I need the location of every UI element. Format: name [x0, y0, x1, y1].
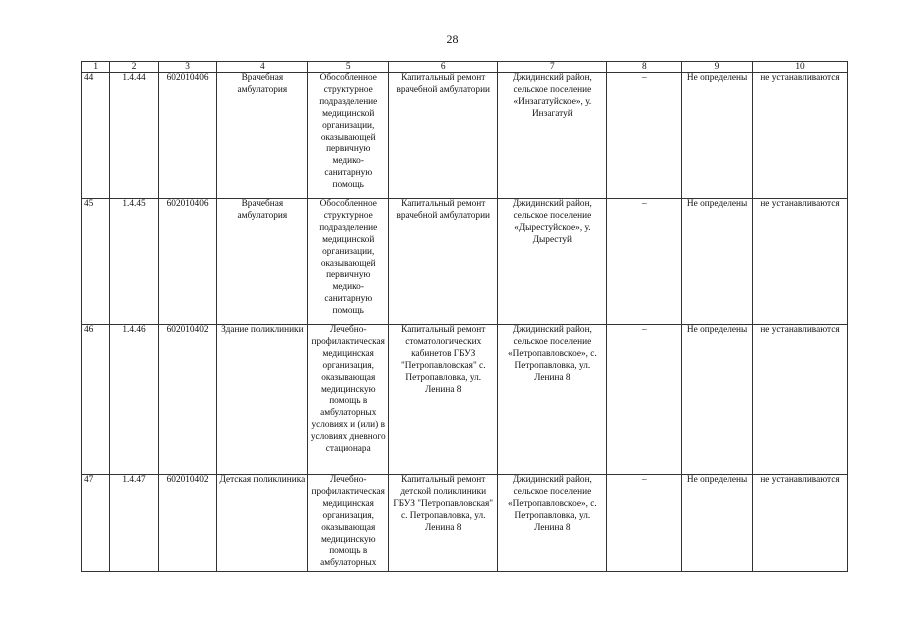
page-number: 28 — [446, 32, 459, 46]
header-cell: 8 — [607, 62, 682, 73]
row-name: Врачебная амбулатория — [217, 73, 308, 199]
row-col10: не устанавливаются — [752, 73, 847, 199]
row-purpose: Лечебно-профилактическая медицинская организация, оказывающая медицинскую помощь в амбулаторных условиях и (или) в условиях дневного стационара — [308, 325, 389, 475]
row-col8: – — [607, 325, 682, 475]
header-cell: 5 — [308, 62, 389, 73]
table-row — [82, 199, 848, 325]
row-name: Врачебная амбулатория — [217, 199, 308, 325]
row-work: Капитальный ремонт врачебной амбулатории — [389, 199, 498, 325]
row-purpose: Обособленное структурное подразделение медицинской организации, оказывающей первичную медико-санитарную помощь — [308, 73, 389, 199]
table-row — [82, 73, 848, 199]
row-col9: Не определены — [682, 199, 753, 325]
row-classifier: 602010402 — [158, 475, 217, 572]
row-col8: – — [607, 199, 682, 325]
row-number: 46 — [82, 325, 110, 475]
header-cell: 2 — [110, 62, 159, 73]
header-cell: 6 — [389, 62, 498, 73]
row-code: 1.4.44 — [110, 73, 159, 199]
row-work: Капитальный ремонт врачебной амбулатории — [389, 73, 498, 199]
row-code: 1.4.47 — [110, 475, 159, 572]
row-number: 45 — [82, 199, 110, 325]
table-row — [82, 475, 848, 572]
row-col10: не устанавливаются — [752, 325, 847, 475]
header-cell: 10 — [752, 62, 847, 73]
header-cell: 9 — [682, 62, 753, 73]
row-col8: – — [607, 73, 682, 199]
header-cell: 4 — [217, 62, 308, 73]
row-col10: не устанавливаются — [752, 199, 847, 325]
header-row — [82, 62, 848, 73]
row-classifier: 602010406 — [158, 73, 217, 199]
row-col10: не устанавливаются — [752, 475, 847, 572]
registry-table — [81, 61, 848, 572]
row-col8: – — [607, 475, 682, 572]
row-col9: Не определены — [682, 73, 753, 199]
row-name: Детская поликлиника — [217, 475, 308, 572]
row-location: Джидинский район, сельское поселение «Петропавловское», с. Петропавловка, ул. Ленина 8 — [498, 325, 607, 475]
row-number: 44 — [82, 73, 110, 199]
row-work: Капитальный ремонт детской поликлиники ГБУЗ "Петропавловская" с. Петропавловка, ул. Ленина 8 — [389, 475, 498, 572]
row-classifier: 602010402 — [158, 325, 217, 475]
row-work: Капитальный ремонт стоматологических кабинетов ГБУЗ "Петропавловская" с. Петропавловка, ул. Ленина 8 — [389, 325, 498, 475]
row-col9: Не определены — [682, 325, 753, 475]
row-name: Здание поликлиники — [217, 325, 308, 475]
row-number: 47 — [82, 475, 110, 572]
row-location: Джидинский район, сельское поселение «Инзагатуйское», у. Инзагатуй — [498, 73, 607, 199]
row-purpose: Лечебно-профилактическая медицинская организация, оказывающая медицинскую помощь в амбулаторных — [308, 475, 389, 572]
row-col9: Не определены — [682, 475, 753, 572]
row-code: 1.4.45 — [110, 199, 159, 325]
row-location: Джидинский район, сельское поселение «Петропавловское», с. Петропавловка, ул. Ленина 8 — [498, 475, 607, 572]
row-purpose: Обособленное структурное подразделение медицинской организации, оказывающей первичную медико-санитарную помощь — [308, 199, 389, 325]
row-location: Джидинский район, сельское поселение «Дырестуйское», у. Дырестуй — [498, 199, 607, 325]
header-cell: 3 — [158, 62, 217, 73]
table-row — [82, 325, 848, 475]
row-code: 1.4.46 — [110, 325, 159, 475]
header-cell: 7 — [498, 62, 607, 73]
row-classifier: 602010406 — [158, 199, 217, 325]
header-cell: 1 — [82, 62, 110, 73]
